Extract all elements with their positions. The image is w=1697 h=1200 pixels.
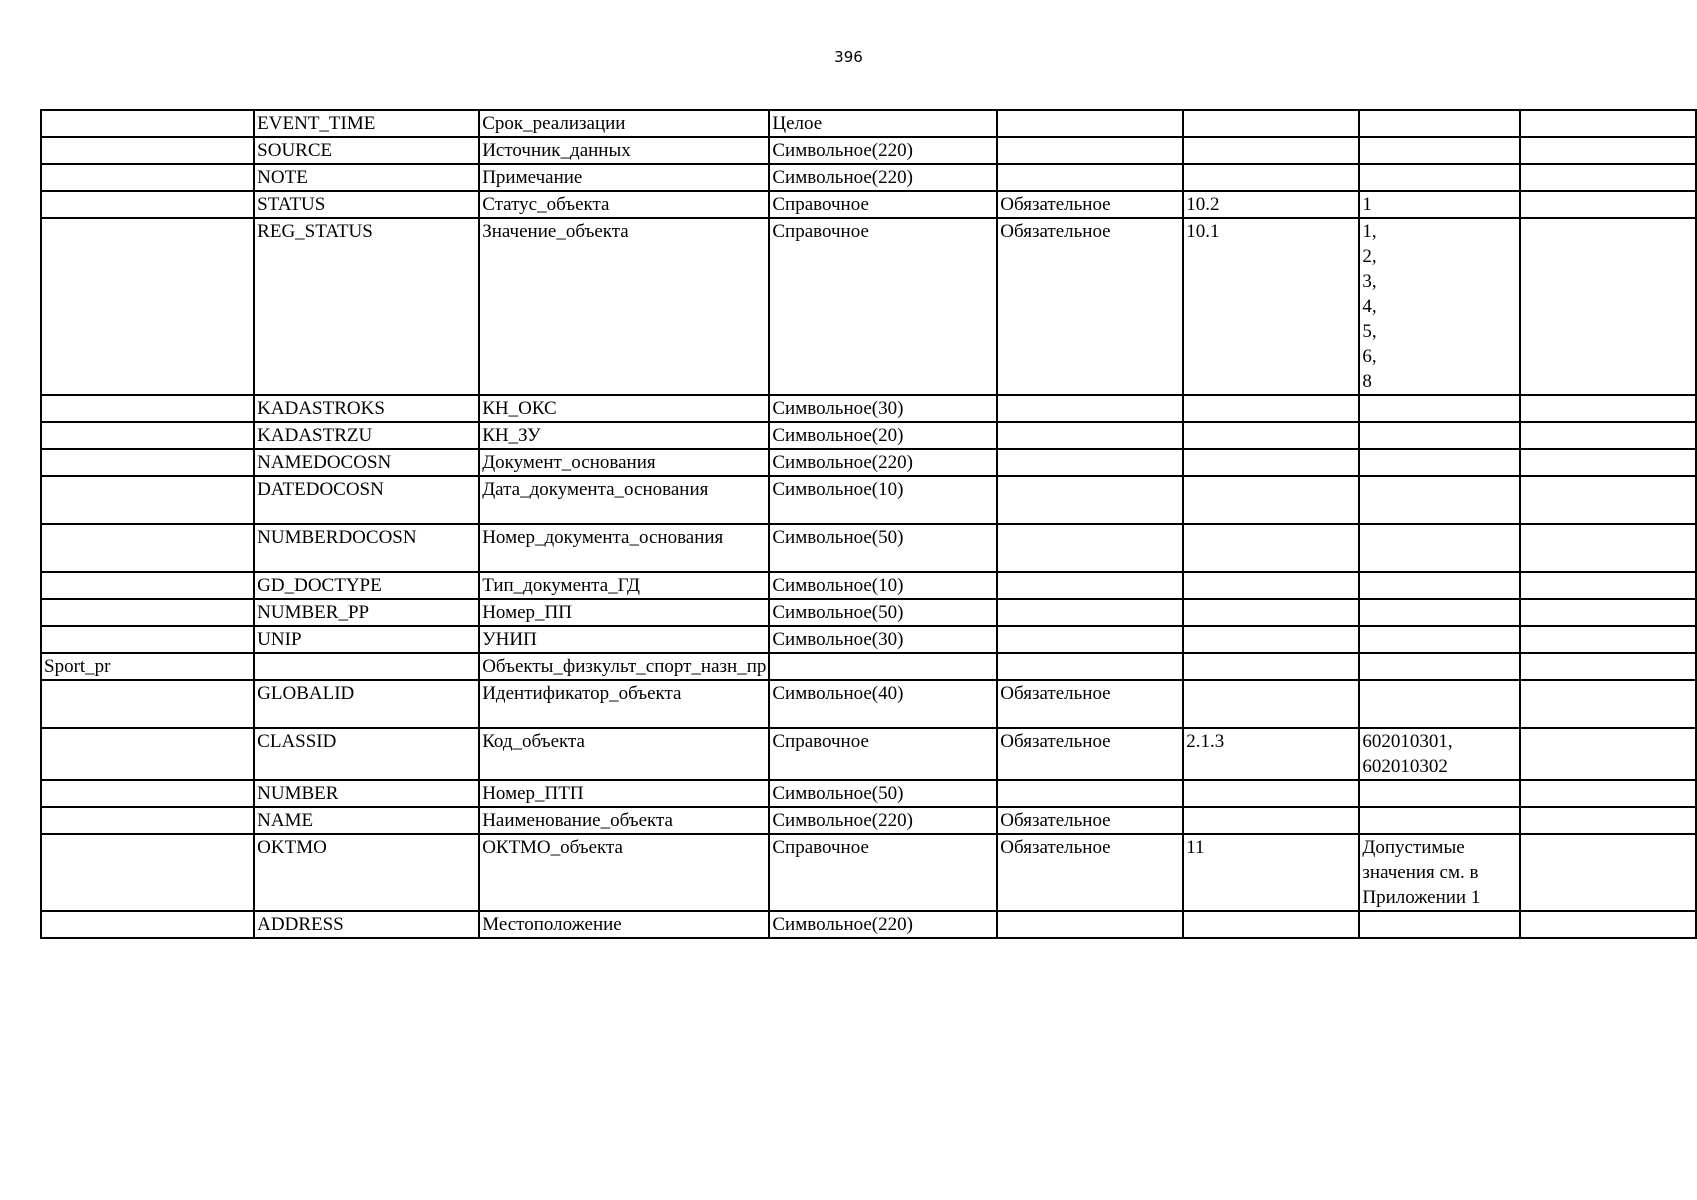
layer-cell [41,780,254,807]
layer-cell [41,164,254,191]
notes-cell [1520,834,1696,911]
reference-cell [1183,780,1359,807]
type-cell: Символьное(10) [769,572,997,599]
required-cell: Обязательное [997,807,1183,834]
reference-cell [1183,626,1359,653]
type-cell: Символьное(220) [769,807,997,834]
layer-cell [41,395,254,422]
values-cell [1359,807,1520,834]
field-name-cell: Источник_данных [479,137,769,164]
page-number: 396 [834,48,863,66]
reference-cell: 11 [1183,834,1359,911]
required-cell: Обязательное [997,728,1183,780]
field-name-cell: КН_ЗУ [479,422,769,449]
field-name-cell: Дата_документа_основания [479,476,769,524]
table-row [41,834,1696,911]
required-cell [997,599,1183,626]
table-row [41,653,1696,680]
layer-cell [41,191,254,218]
field-code-cell: UNIP [254,626,479,653]
layer-cell [41,218,254,395]
notes-cell [1520,524,1696,572]
table-row [41,218,1696,395]
table-row [41,728,1696,780]
notes-cell [1520,680,1696,728]
type-cell: Символьное(50) [769,599,997,626]
table-row [41,110,1696,137]
field-code-cell: KADASTROKS [254,395,479,422]
required-cell [997,524,1183,572]
notes-cell [1520,626,1696,653]
notes-cell [1520,218,1696,395]
field-name-cell: КН_ОКС [479,395,769,422]
layer-cell [41,626,254,653]
reference-cell [1183,164,1359,191]
field-name-cell: Местоположение [479,911,769,938]
type-cell: Символьное(50) [769,780,997,807]
values-cell [1359,449,1520,476]
table-row [41,599,1696,626]
values-cell [1359,680,1520,728]
field-code-cell [254,653,479,680]
field-name-cell: Номер_документа_основания [479,524,769,572]
field-code-cell: OKTMO [254,834,479,911]
values-cell [1359,572,1520,599]
values-cell [1359,395,1520,422]
layer-cell [41,422,254,449]
field-name-cell: Номер_ПТП [479,780,769,807]
reference-cell [1183,110,1359,137]
layer-cell: Sport_pr [41,653,254,680]
values-cell [1359,653,1520,680]
field-code-cell: KADASTRZU [254,422,479,449]
table-row [41,164,1696,191]
required-cell: Обязательное [997,218,1183,395]
layer-cell [41,599,254,626]
type-cell: Справочное [769,834,997,911]
type-cell: Символьное(220) [769,164,997,191]
type-cell [769,653,997,680]
field-name-cell: УНИП [479,626,769,653]
table-row [41,524,1696,572]
reference-cell [1183,653,1359,680]
reference-cell [1183,422,1359,449]
required-cell [997,164,1183,191]
field-name-cell: Значение_объекта [479,218,769,395]
field-name-cell: Код_объекта [479,728,769,780]
type-cell: Символьное(30) [769,395,997,422]
type-cell: Справочное [769,728,997,780]
field-name-cell: Статус_объекта [479,191,769,218]
field-code-cell: NUMBER_PP [254,599,479,626]
type-cell: Символьное(30) [769,626,997,653]
table-row [41,911,1696,938]
notes-cell [1520,476,1696,524]
table-row [41,680,1696,728]
notes-cell [1520,780,1696,807]
required-cell [997,476,1183,524]
attribute-table [40,109,1697,939]
reference-cell [1183,137,1359,164]
reference-cell [1183,807,1359,834]
table-row [41,807,1696,834]
reference-cell: 2.1.3 [1183,728,1359,780]
layer-cell [41,449,254,476]
notes-cell [1520,395,1696,422]
notes-cell [1520,572,1696,599]
field-name-cell: Документ_основания [479,449,769,476]
values-cell [1359,110,1520,137]
notes-cell [1520,164,1696,191]
table-row [41,137,1696,164]
field-code-cell: NAME [254,807,479,834]
table-row [41,780,1696,807]
layer-cell [41,110,254,137]
type-cell: Символьное(220) [769,137,997,164]
field-code-cell: REG_STATUS [254,218,479,395]
layer-cell [41,807,254,834]
notes-cell [1520,728,1696,780]
type-cell: Символьное(220) [769,911,997,938]
required-cell [997,626,1183,653]
required-cell [997,110,1183,137]
type-cell: Символьное(50) [769,524,997,572]
type-cell: Справочное [769,191,997,218]
notes-cell [1520,137,1696,164]
table-row [41,572,1696,599]
reference-cell [1183,524,1359,572]
required-cell: Обязательное [997,834,1183,911]
field-name-cell: Объекты_физкульт_спорт_назн_пр [479,653,769,680]
layer-cell [41,476,254,524]
values-cell [1359,524,1520,572]
field-name-cell: Примечание [479,164,769,191]
reference-cell: 10.2 [1183,191,1359,218]
layer-cell [41,680,254,728]
required-cell [997,653,1183,680]
field-code-cell: NUMBERDOCOSN [254,524,479,572]
field-code-cell: CLASSID [254,728,479,780]
reference-cell [1183,680,1359,728]
field-code-cell: NUMBER [254,780,479,807]
required-cell [997,572,1183,599]
field-name-cell: Номер_ПП [479,599,769,626]
type-cell: Символьное(40) [769,680,997,728]
layer-cell [41,834,254,911]
required-cell [997,422,1183,449]
required-cell [997,449,1183,476]
required-cell [997,780,1183,807]
reference-cell [1183,449,1359,476]
table-row [41,191,1696,218]
required-cell: Обязательное [997,191,1183,218]
field-code-cell: GLOBALID [254,680,479,728]
field-name-cell: Тип_документа_ГД [479,572,769,599]
field-code-cell: SOURCE [254,137,479,164]
field-name-cell: Наименование_объекта [479,807,769,834]
table-row [41,395,1696,422]
values-cell: 1 [1359,191,1520,218]
required-cell [997,137,1183,164]
reference-cell [1183,476,1359,524]
notes-cell [1520,449,1696,476]
table-row [41,422,1696,449]
notes-cell [1520,599,1696,626]
values-cell [1359,599,1520,626]
layer-cell [41,911,254,938]
values-cell [1359,626,1520,653]
notes-cell [1520,422,1696,449]
field-code-cell: DATEDOCOSN [254,476,479,524]
values-cell [1359,137,1520,164]
reference-cell [1183,911,1359,938]
layer-cell [41,524,254,572]
field-code-cell: NOTE [254,164,479,191]
notes-cell [1520,911,1696,938]
reference-cell [1183,395,1359,422]
field-name-cell: ОКТМО_объекта [479,834,769,911]
layer-cell [41,728,254,780]
field-code-cell: STATUS [254,191,479,218]
required-cell [997,911,1183,938]
reference-cell: 10.1 [1183,218,1359,395]
values-cell [1359,164,1520,191]
field-code-cell: ADDRESS [254,911,479,938]
layer-cell [41,572,254,599]
field-name-cell: Идентификатор_объекта [479,680,769,728]
type-cell: Символьное(10) [769,476,997,524]
table-row [41,626,1696,653]
table-row [41,449,1696,476]
values-cell [1359,476,1520,524]
values-cell [1359,780,1520,807]
reference-cell [1183,572,1359,599]
type-cell: Целое [769,110,997,137]
type-cell: Символьное(20) [769,422,997,449]
reference-cell [1183,599,1359,626]
required-cell: Обязательное [997,680,1183,728]
field-code-cell: NAMEDOCOSN [254,449,479,476]
values-cell: 1, 2, 3, 4, 5, 6, 8 [1359,218,1520,395]
layer-cell [41,137,254,164]
notes-cell [1520,807,1696,834]
values-cell [1359,911,1520,938]
field-code-cell: EVENT_TIME [254,110,479,137]
field-name-cell: Срок_реализации [479,110,769,137]
values-cell: Допустимые значения см. в Приложении 1 [1359,834,1520,911]
type-cell: Символьное(220) [769,449,997,476]
notes-cell [1520,653,1696,680]
notes-cell [1520,110,1696,137]
values-cell: 602010301, 602010302 [1359,728,1520,780]
values-cell [1359,422,1520,449]
notes-cell [1520,191,1696,218]
table-row [41,476,1696,524]
field-code-cell: GD_DOCTYPE [254,572,479,599]
type-cell: Справочное [769,218,997,395]
required-cell [997,395,1183,422]
